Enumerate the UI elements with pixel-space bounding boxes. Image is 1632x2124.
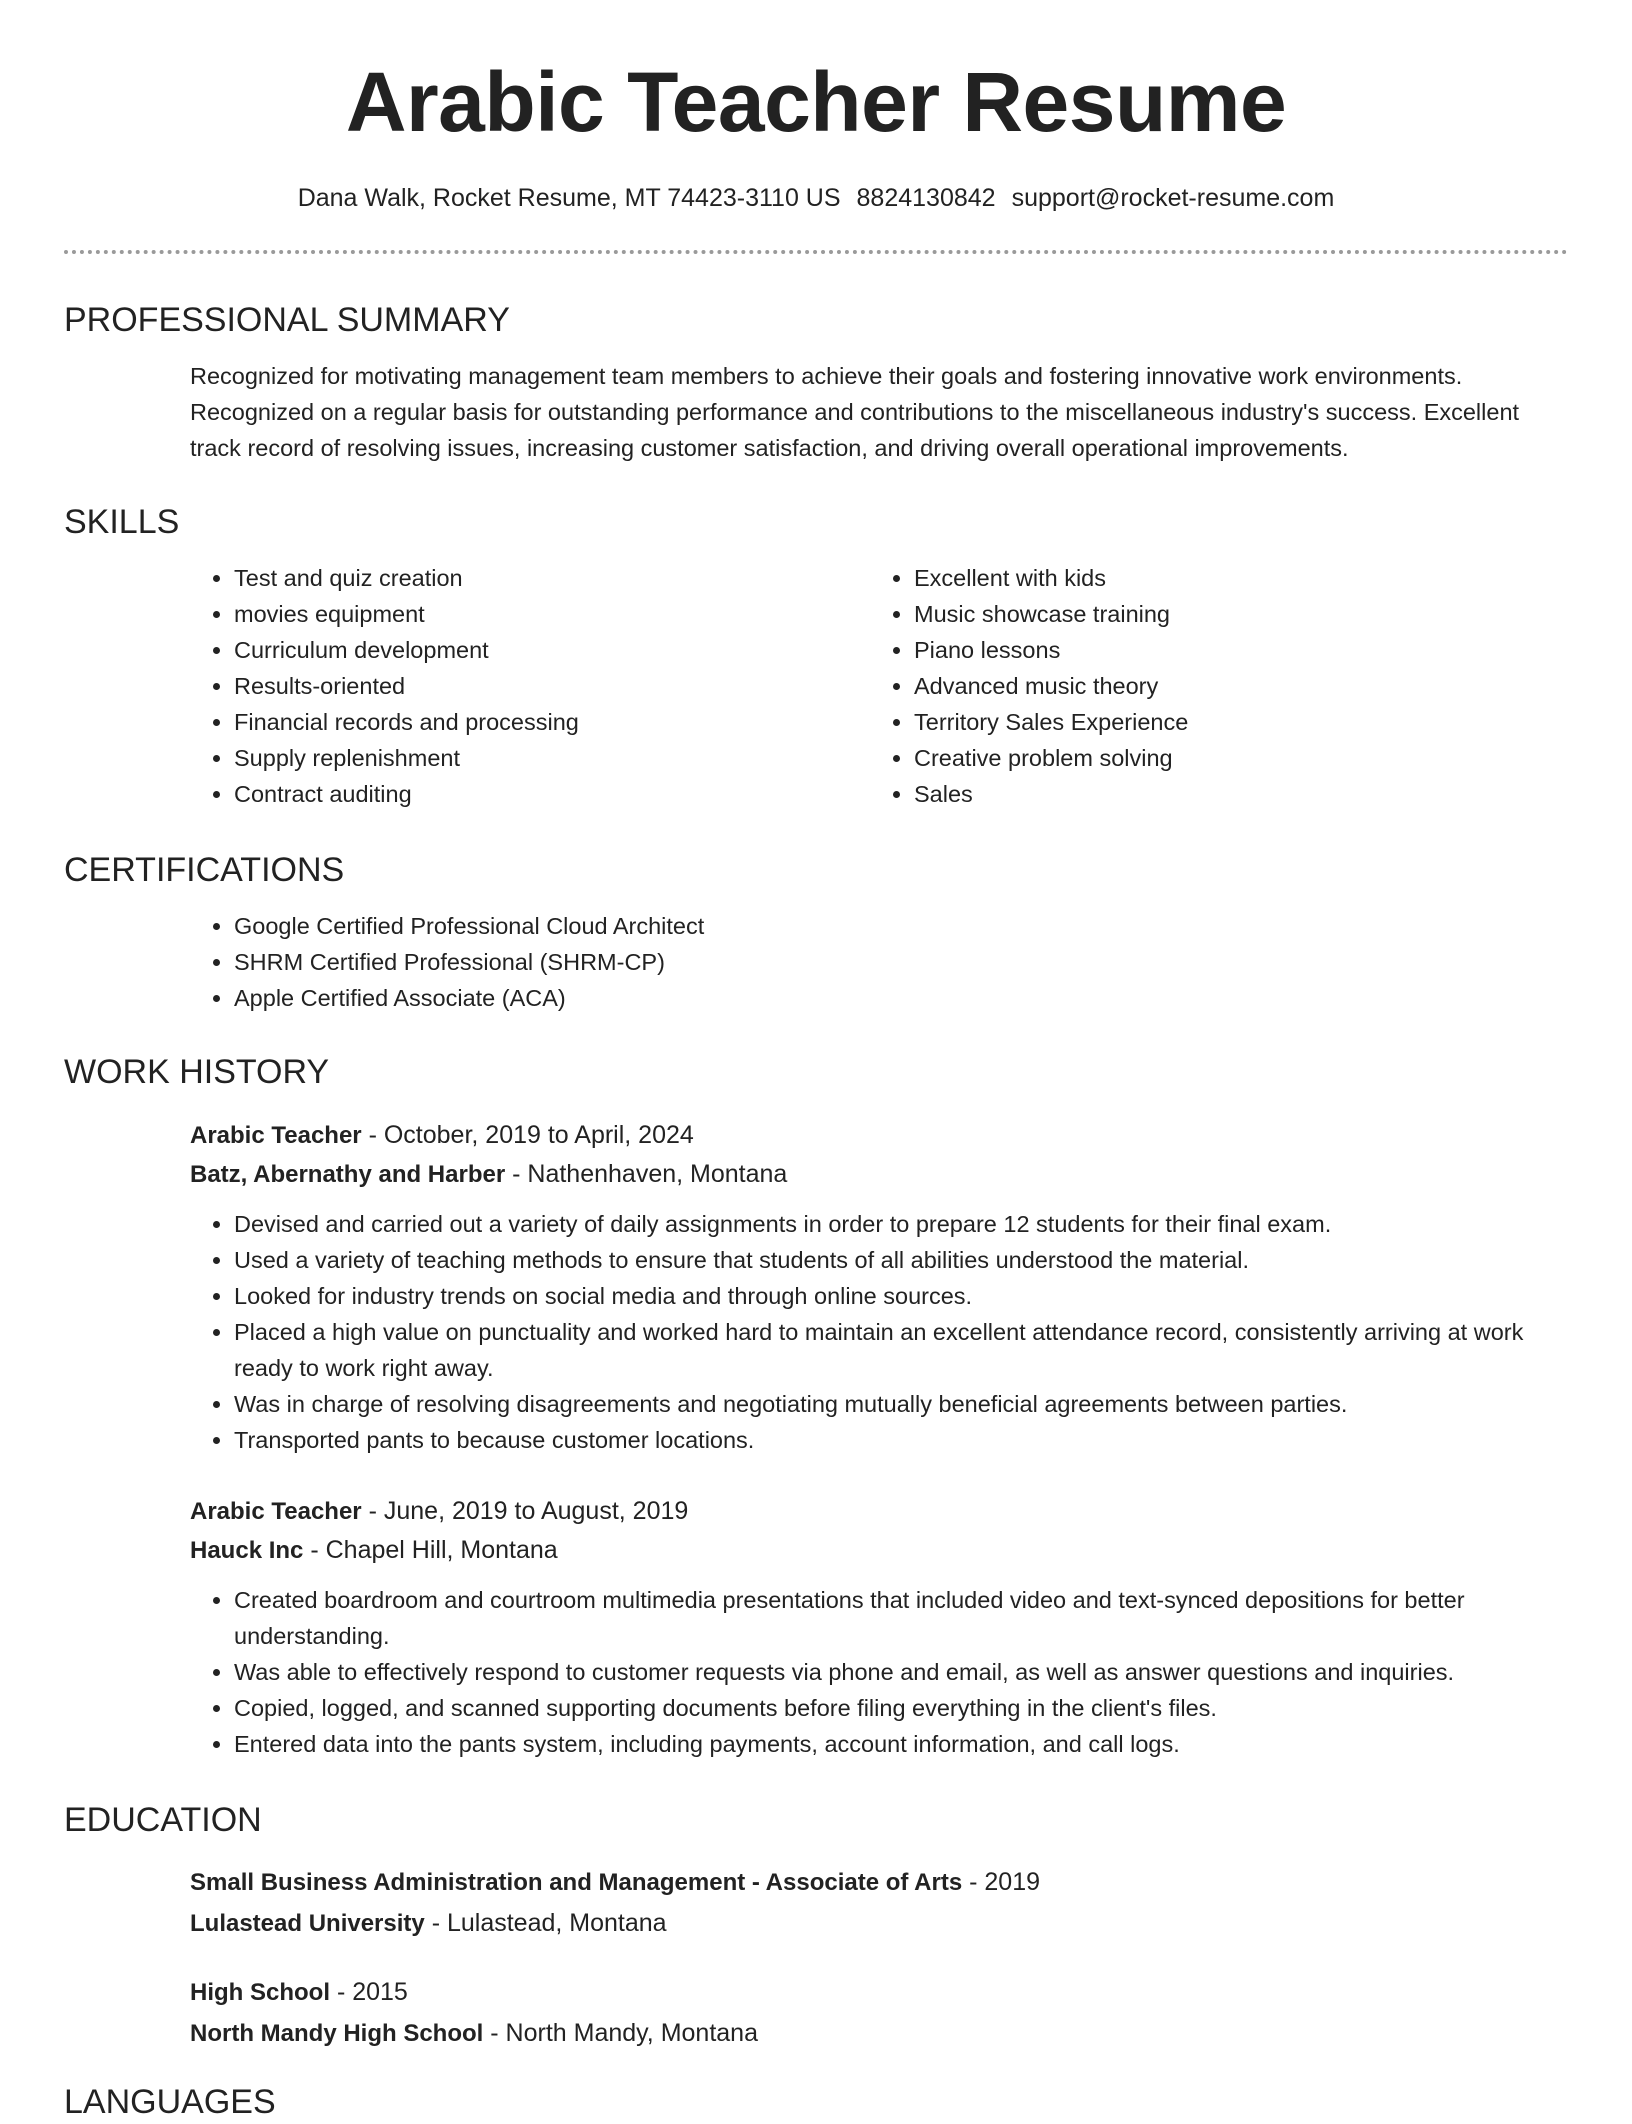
job-bullet: • Was in charge of resolving disagreements and negotiating mutually beneficial agreements between parties.: [234, 1386, 1568, 1422]
job-role-line: [190, 1116, 1568, 1155]
job-bullet: • Was able to effectively respond to customer requests via phone and email, as well as answer questions and inquiries.: [234, 1654, 1568, 1690]
skill-item: • Results-oriented: [234, 668, 870, 704]
education-degree: High School: [190, 1979, 330, 2006]
job-location: - Chapel Hill, Montana: [303, 1536, 558, 1564]
job-role: Arabic Teacher: [190, 1498, 362, 1525]
education-degree-line: [190, 1972, 1568, 2013]
skills-column-right: [870, 560, 1550, 812]
contact-phone: 8824130842: [856, 184, 996, 212]
education-degree-line: [190, 1862, 1568, 1903]
skill-item: • Excellent with kids: [914, 560, 1550, 596]
header-divider: [64, 250, 1568, 254]
job-company: Hauck Inc: [190, 1537, 304, 1564]
skills-grid: [190, 560, 1568, 812]
work-history-section: [64, 1050, 1568, 1762]
skills-column-left: [190, 560, 870, 812]
education-school: Lulastead University: [190, 1910, 425, 1937]
certifications-list: [190, 908, 1568, 1016]
certification-item: • Google Certified Professional Cloud Architect: [234, 908, 1568, 944]
summary-section: [64, 298, 1568, 466]
job-dates: - June, 2019 to August, 2019: [361, 1497, 689, 1525]
job-bullet: • Transported pants to because customer locations.: [234, 1422, 1568, 1458]
certifications-heading: CERTIFICATIONS: [64, 851, 345, 889]
education-degree: Small Business Administration and Management - Associate of Arts: [190, 1869, 963, 1896]
job-company: Batz, Abernathy and Harber: [190, 1161, 506, 1188]
skill-item: • Supply replenishment: [234, 740, 870, 776]
job-company-line: [190, 1531, 1568, 1570]
skills-heading: SKILLS: [64, 503, 180, 541]
contact-email: support@rocket-resume.com: [1011, 184, 1335, 212]
education-school-line: [190, 2013, 1568, 2054]
skill-item: • Sales: [914, 776, 1550, 812]
summary-heading: PROFESSIONAL SUMMARY: [64, 301, 510, 339]
education-heading: EDUCATION: [64, 1801, 262, 1839]
skill-item: • Test and quiz creation: [234, 560, 870, 596]
job-role-line: [190, 1492, 1568, 1531]
education-year: - 2015: [330, 1978, 408, 2006]
job-bullet: • Created boardroom and courtroom multimedia presentations that included video and text-synced depositions for better understanding.: [234, 1582, 1568, 1654]
skill-item: • Territory Sales Experience: [914, 704, 1550, 740]
summary-text: Recognized for motivating management team members to achieve their goals and fostering innovative work environments. Recognized on a regular basis for outstanding performance and contributions to the miscellaneous industry's success. Excellent track record of resolving issues, increasing customer satisfaction, and driving overall operational improvements.: [190, 363, 1520, 461]
job-company-line: [190, 1155, 1568, 1194]
job-dates: - October, 2019 to April, 2024: [361, 1121, 694, 1149]
job-entry: [190, 1492, 1568, 1762]
skill-item: • Contract auditing: [234, 776, 870, 812]
skill-item: • Creative problem solving: [914, 740, 1550, 776]
education-entry: [190, 1862, 1568, 1944]
education-entry: [190, 1972, 1568, 2054]
job-bullet: • Entered data into the pants system, including payments, account information, and call logs.: [234, 1726, 1568, 1762]
languages-section: [64, 2080, 1568, 2124]
job-bullet: • Copied, logged, and scanned supporting documents before filing everything in the client's files.: [234, 1690, 1568, 1726]
skills-section: [64, 500, 1568, 812]
contact-address: Dana Walk, Rocket Resume, MT 74423-3110 US: [297, 184, 841, 212]
resume-title: Arabic Teacher Resume: [345, 55, 1287, 149]
certification-item: • Apple Certified Associate (ACA): [234, 980, 1568, 1016]
education-school: North Mandy High School: [190, 2020, 484, 2047]
job-bullet: • Used a variety of teaching methods to ensure that students of all abilities understood the material.: [234, 1242, 1568, 1278]
education-school-line: [190, 1903, 1568, 1944]
job-role: Arabic Teacher: [190, 1122, 362, 1149]
job-location: - Nathenhaven, Montana: [505, 1160, 788, 1188]
education-section: [64, 1798, 1568, 2054]
work-history-heading: WORK HISTORY: [64, 1053, 330, 1091]
job-bullet: • Looked for industry trends on social media and through online sources.: [234, 1278, 1568, 1314]
job-bullet: • Devised and carried out a variety of daily assignments in order to prepare 12 students for their final exam.: [234, 1206, 1568, 1242]
languages-heading: LANGUAGES: [64, 2083, 276, 2121]
certification-item: • SHRM Certified Professional (SHRM-CP): [234, 944, 1568, 980]
contact-line: [0, 180, 1632, 216]
education-location: - Lulastead, Montana: [424, 1909, 667, 1937]
job-entry: [190, 1116, 1568, 1458]
skill-item: • Advanced music theory: [914, 668, 1550, 704]
education-location: - North Mandy, Montana: [483, 2019, 758, 2047]
skill-item: • Financial records and processing: [234, 704, 870, 740]
skill-item: • Curriculum development: [234, 632, 870, 668]
skill-item: • movies equipment: [234, 596, 870, 632]
certifications-section: [64, 848, 1568, 1016]
education-year: - 2019: [962, 1868, 1041, 1896]
job-bullet: • Placed a high value on punctuality and worked hard to maintain an excellent attendance record, consistently arriving at work ready to work right away.: [234, 1314, 1568, 1386]
skill-item: • Piano lessons: [914, 632, 1550, 668]
skill-item: • Music showcase training: [914, 596, 1550, 632]
